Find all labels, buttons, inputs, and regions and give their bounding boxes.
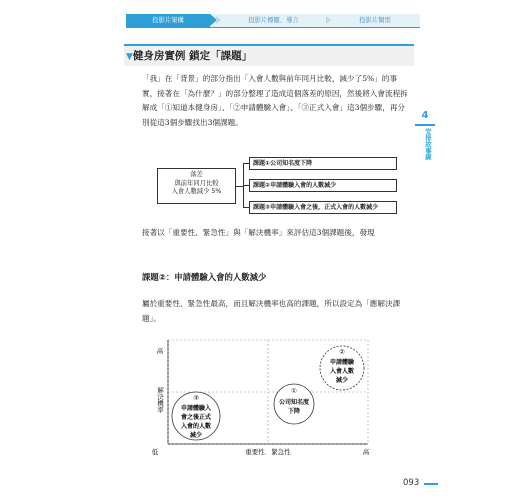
point-label-line: 申請體驗入 xyxy=(180,405,212,412)
page-number-accent xyxy=(424,483,438,485)
point-marker: ③ xyxy=(193,394,199,402)
gap-root-line: 落差 xyxy=(190,171,203,178)
point-label-line: 下降 xyxy=(287,408,301,415)
x-low-label: 低 xyxy=(151,448,159,456)
point-marker: ② xyxy=(339,348,345,356)
selected-issue-title: 課題②：申請體驗入會的人數減少 xyxy=(142,272,267,282)
page-number: 093 xyxy=(403,478,420,488)
tab-slide-structure[interactable]: 投影片架構 xyxy=(126,14,210,27)
point-marker: ① xyxy=(291,387,297,395)
gap-root-box xyxy=(157,168,236,204)
chapter-number: 4 xyxy=(421,110,429,121)
priority-matrix-chart xyxy=(146,336,378,462)
section-heading xyxy=(124,44,414,66)
point-label-line: 入會的人數 xyxy=(180,423,212,430)
gap-root-line: 與前年同月比較 xyxy=(174,179,219,187)
connector-line xyxy=(236,186,243,187)
body-paragraph-2: 接著以「重要性、緊急性」與「解決機率」來評估這3個課題後，發現 xyxy=(142,228,375,237)
point-label-line: 入會人數 xyxy=(329,368,355,375)
tab-slide-title-lead[interactable]: 投影片標題、導言 xyxy=(248,17,299,24)
chapter-divider xyxy=(415,124,435,126)
y-high-label: 高 xyxy=(156,347,164,355)
gap-root-line: 入會人數減少 5% xyxy=(171,188,222,195)
body-paragraph-3: 屬於重要性、緊急性最高，而且解決機率也高的課題，所以設定為「應解決課題」。 xyxy=(142,299,401,323)
issue-box-3: 課題③申請體驗入會之後，正式入會的人數減少 xyxy=(249,201,397,214)
point-label-line: 會之後正式 xyxy=(180,414,212,421)
issue-box-2: 課題②申請體驗入會的人數減少 xyxy=(249,179,397,192)
issue-box-1: 課題①公司知名度下降 xyxy=(249,157,397,170)
point-label-line: 公司知名度 xyxy=(278,399,310,406)
triangle-marker-icon: ▼ xyxy=(126,52,133,62)
chart-point-1 xyxy=(274,384,314,424)
point-label-line: 減少 xyxy=(335,377,349,384)
y-axis-title: 解決機率 xyxy=(156,387,164,413)
x-axis-title: 重要性．緊急性 xyxy=(245,448,291,456)
chapter-tab-bar xyxy=(126,14,420,28)
body-paragraph-1: 「我」在「背景」的部分指出「入會人數與前年同月比較，減少了5%」的事實，接著在「為什麼？」的部分整理了造成這個落差的原因，然後將入會流程拆解成「①知道本健身房」、「②申請體驗入會」、「③正式入會」這3個步驟，再分別從這3個步驟找出3個課題。 xyxy=(142,74,408,127)
point-label-line: 減少 xyxy=(189,432,203,439)
tab-slide-types[interactable]: 投影片類型 xyxy=(359,17,391,24)
chart-point-3 xyxy=(172,392,220,440)
section-heading-text: 健身房實例 鎖定「課題」 xyxy=(132,50,253,62)
chapter-title: 安排故事線 xyxy=(424,128,432,160)
x-high-label: 高 xyxy=(362,448,370,456)
point-label-line: 申請體驗 xyxy=(329,359,355,366)
chart-point-2 xyxy=(320,346,364,390)
